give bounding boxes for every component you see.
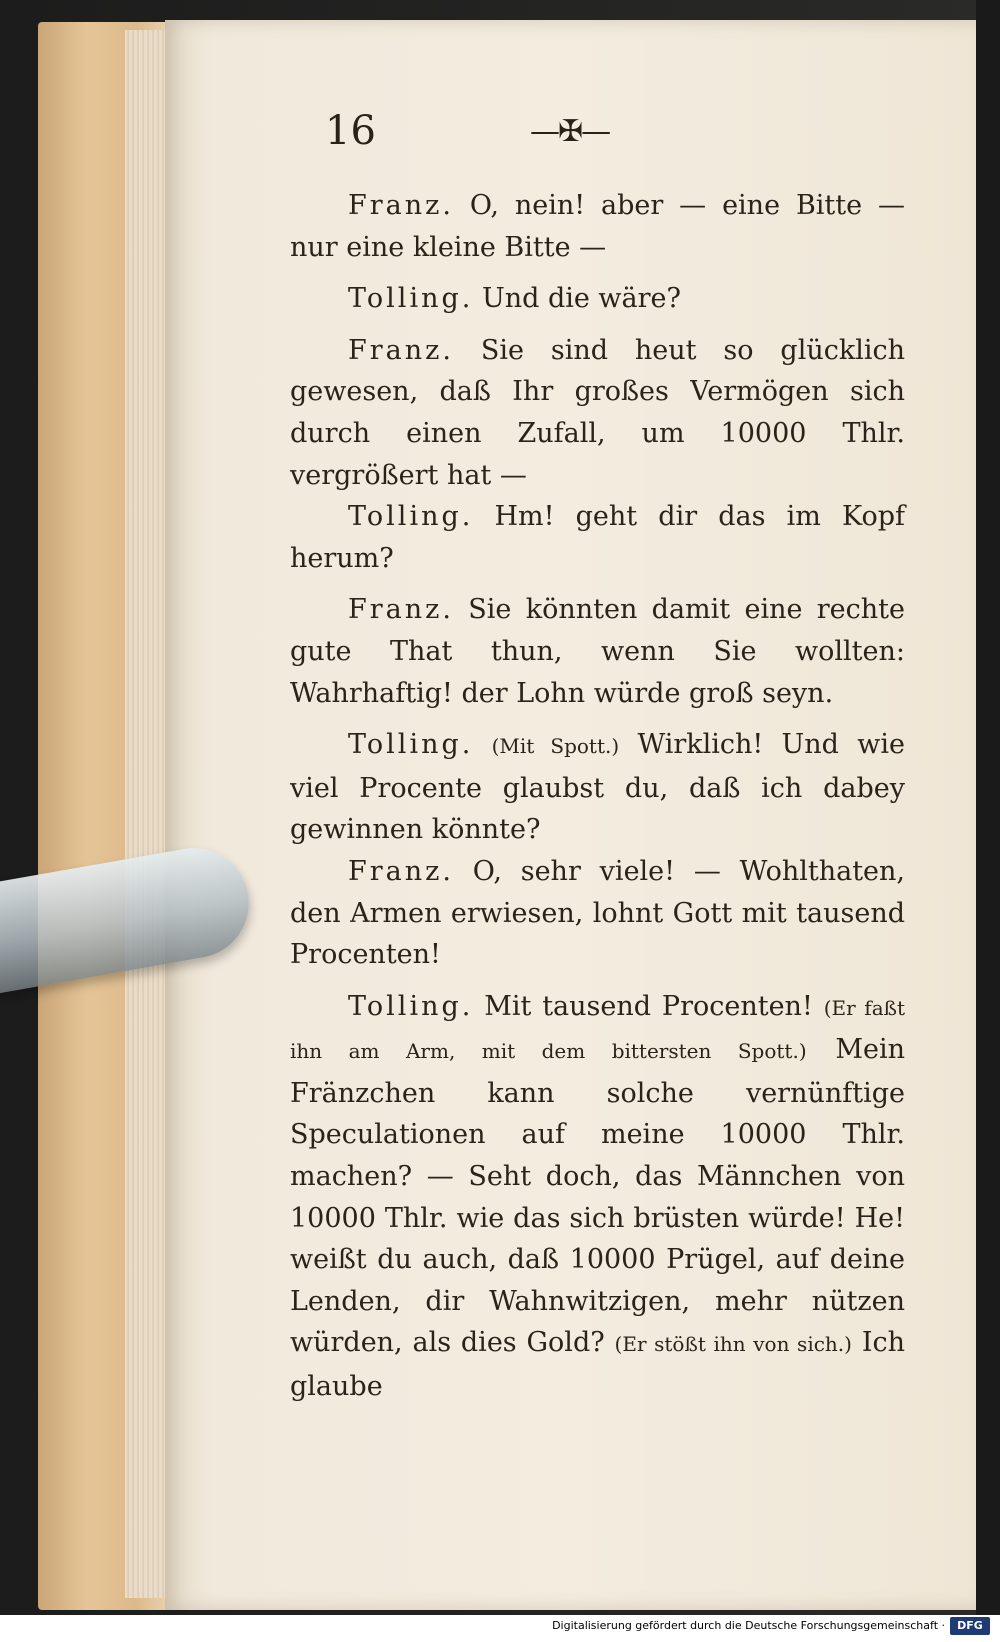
page-body <box>290 185 905 1408</box>
dialogue-text: Sie könnten damit eine rechte gute That thun, wenn Sie wollten: Wahrhaftig! der Lohn würde groß seyn. <box>290 594 905 709</box>
speaker-name: Tolling. <box>348 501 474 533</box>
dialogue-paragraph <box>290 496 905 579</box>
dfg-logo-icon: DFG <box>950 1617 990 1635</box>
speaker-name: Franz. <box>348 855 454 887</box>
scan-right-edge <box>976 0 1000 1615</box>
dialogue-paragraph <box>290 724 905 851</box>
stage-direction: (Er stößt ihn von sich.) <box>614 1332 852 1357</box>
dialogue-paragraph <box>290 185 905 268</box>
dialogue-paragraph <box>290 589 905 714</box>
dialogue-paragraph <box>290 851 905 976</box>
speaker-name: Franz. <box>348 594 454 626</box>
dialogue-text: O, sehr viele! — Wohlthaten, den Armen erwiesen, lohnt Gott mit tausend Procenten! <box>290 855 905 971</box>
speaker-name: Tolling. <box>348 283 474 315</box>
speaker-name: Franz. <box>348 334 454 366</box>
stage-direction: (Er faßt ihn am Arm, mit dem bittersten Spott.) <box>290 995 906 1064</box>
dialogue-paragraph <box>290 986 905 1408</box>
dialogue-text: O, nein! aber — eine Bitte — nur eine kleine Bitte — <box>290 190 905 263</box>
dialogue-text: Mein Fränzchen kann solche vernünftige Speculationen auf meine 10000 Thlr. machen? — Seht doch, das Männchen von 10000 Thlr. wie das sich brüsten würde! He! weißt du auch, daß 10000 Prügel, auf deine Lenden, dir Wahnwitzigen, mehr nützen würden, als dies Gold? <box>290 1034 905 1359</box>
speaker-name: Tolling. <box>348 990 474 1022</box>
speaker-name: Tolling. <box>348 729 474 761</box>
scan-footer <box>0 1615 1000 1642</box>
dialogue-text: Wirklich! Und wie viel Procente glaubst du, daß ich dabey gewinnen könnte? <box>290 729 905 846</box>
dialogue-text: Ich glaube <box>290 1327 905 1403</box>
stage-direction: (Mit Spott.) <box>491 734 620 759</box>
dialogue-text: Mit tausend Procenten! <box>484 990 813 1022</box>
page-header <box>325 108 925 168</box>
dialogue-paragraph <box>290 278 905 320</box>
speaker-name: Franz. <box>348 190 454 221</box>
page-number: 16 <box>325 108 376 154</box>
dialogue-text: Hm! geht dir das im Kopf herum? <box>290 501 905 574</box>
dialogue-paragraph <box>290 330 905 496</box>
dialogue-text: Sie sind heut so glücklich gewesen, daß Ihr großes Vermögen sich durch einen Zufall, um 10000 Thlr. vergrößert hat — <box>290 334 905 491</box>
funding-credit: Digitalisierung gefördert durch die Deutsche Forschungsgemeinschaft · <box>552 1619 945 1632</box>
dialogue-text: Und die wäre? <box>481 283 681 315</box>
ornament-divider-icon: —✠— <box>530 114 610 149</box>
